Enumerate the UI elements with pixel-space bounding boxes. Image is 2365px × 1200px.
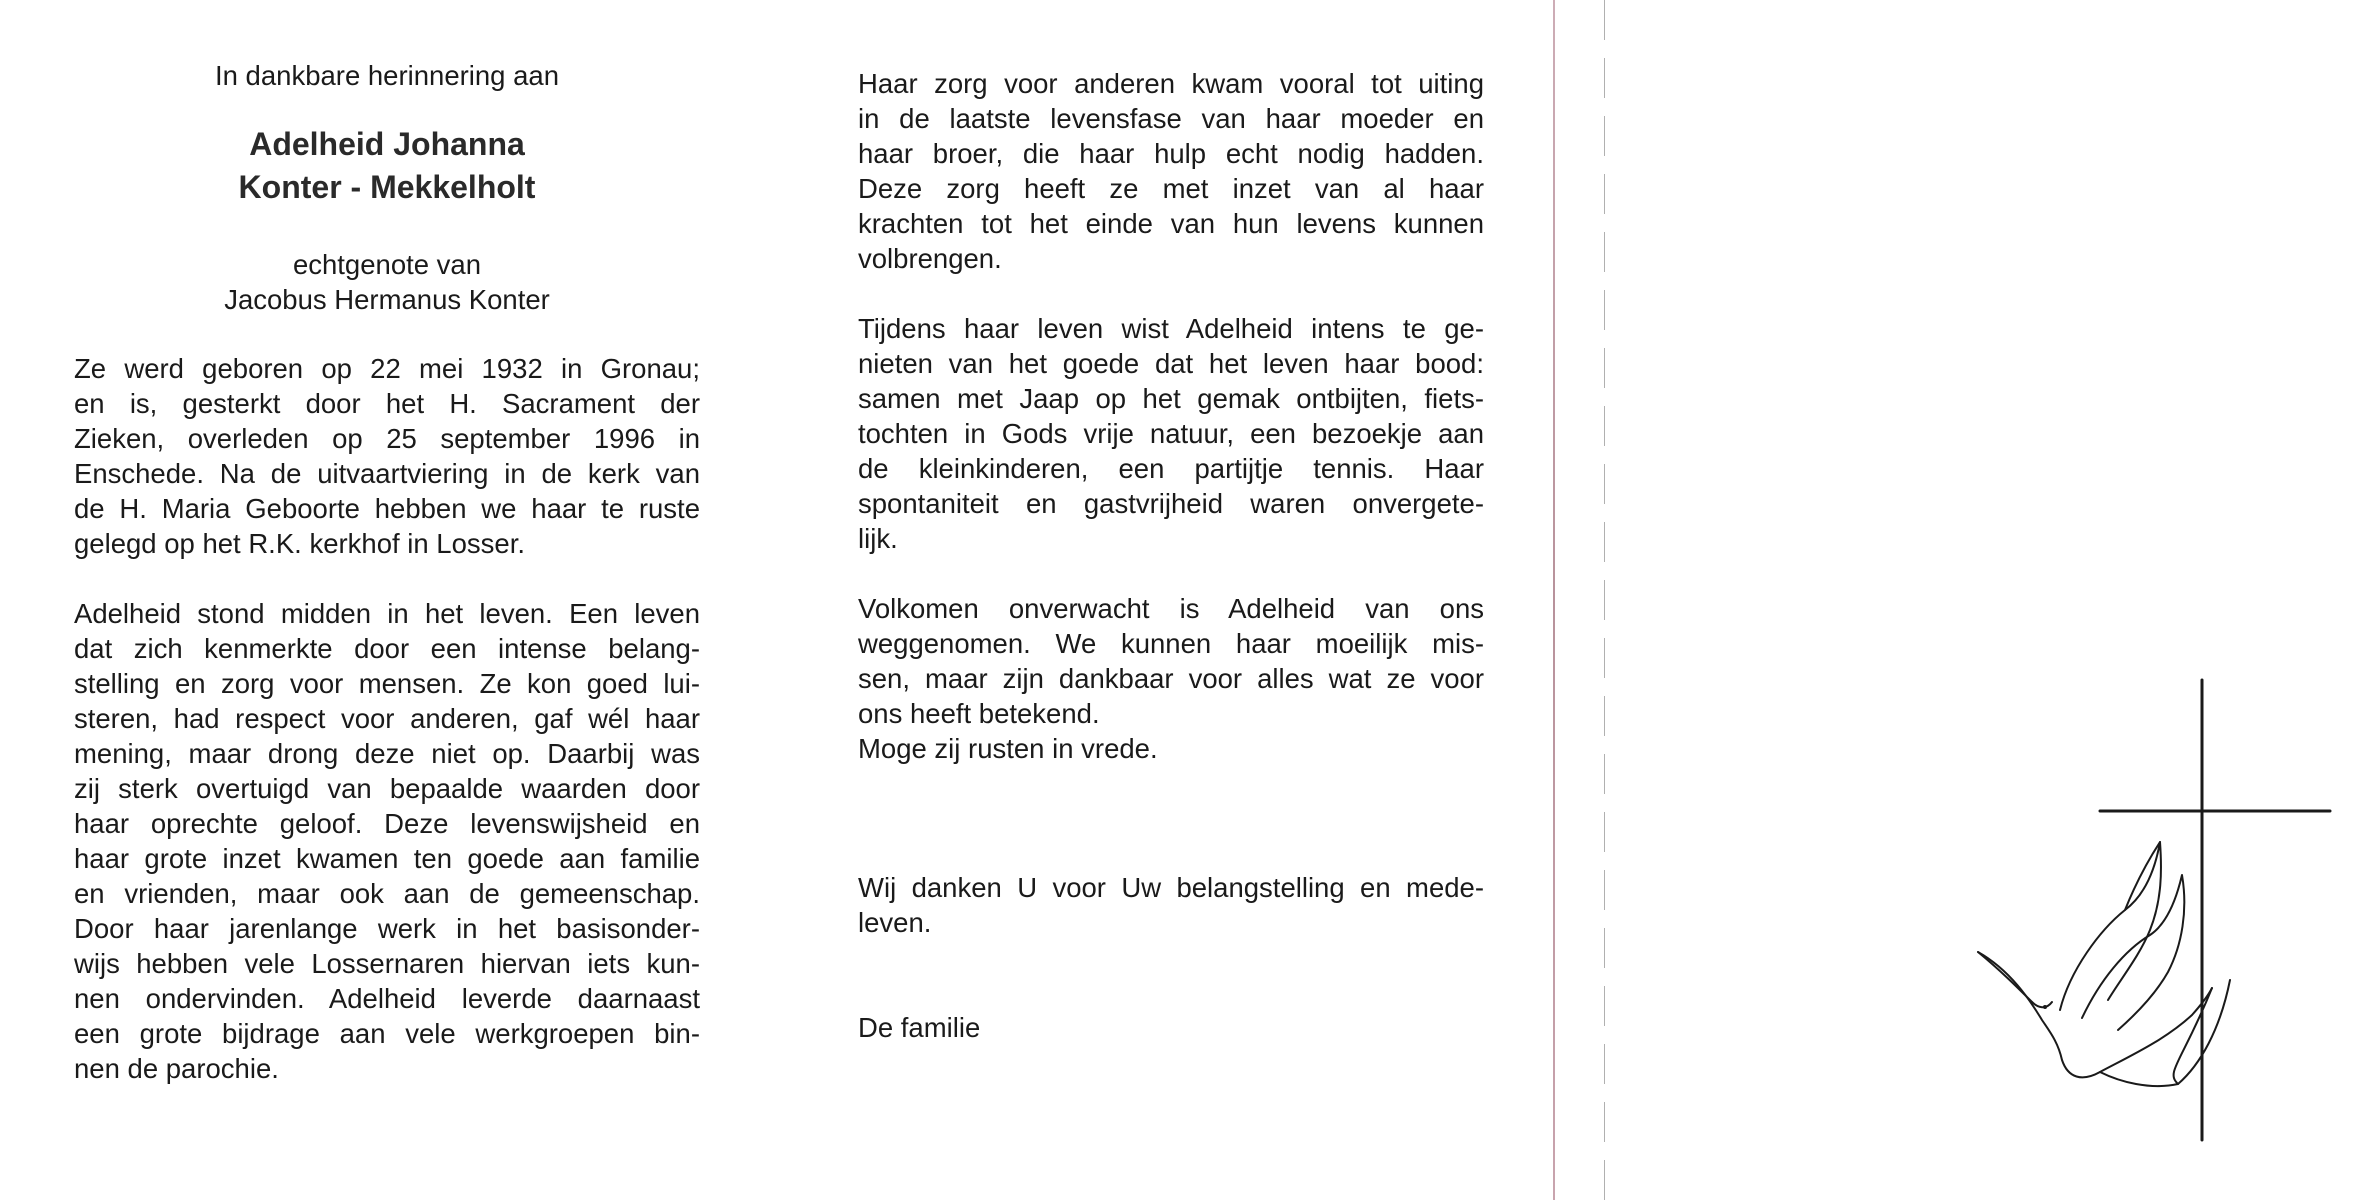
text-line: gelegd op het R.K. kerkhof in Losser. — [74, 528, 525, 559]
spouse-name: Jacobus Hermanus Konter — [224, 284, 550, 315]
text-line: Wij danken U voor Uw belangstelling en mede- — [858, 872, 1484, 903]
text-line: en vrienden, maar ook aan de gemeenschap. — [74, 878, 700, 909]
text-line: Enschede. Na de uitvaartviering in de kerk van — [74, 458, 700, 489]
text-line: lijk. — [858, 523, 898, 554]
text-line: dat zich kenmerkte door een intense belang- — [74, 633, 700, 664]
text-line: Moge zij rusten in vrede. — [858, 733, 1158, 764]
text-line: de H. Maria Geboorte hebben we haar te ruste — [74, 493, 700, 524]
deceased-name — [74, 123, 700, 209]
text-line: nen de parochie. — [74, 1053, 279, 1084]
text-line: een grote bijdrage aan vele werkgroepen bin- — [74, 1018, 700, 1049]
text-line: Tijdens haar leven wist Adelheid intens te ge- — [858, 313, 1484, 344]
text-line: krachten tot het einde van hun levens kunnen — [858, 208, 1484, 239]
text-line: Deze zorg heeft ze met inzet van al haar — [858, 173, 1484, 204]
text-line: haar broer, die haar hulp echt nodig hadden. — [858, 138, 1484, 169]
text-line: stelling en zorg voor mensen. Ze kon goed lui- — [74, 668, 700, 699]
spouse-block — [74, 247, 700, 317]
text-line: volbrengen. — [858, 243, 1002, 274]
text-line: Haar zorg voor anderen kwam vooral tot uiting — [858, 68, 1484, 99]
paragraph-life — [74, 596, 700, 1086]
fold-line — [1553, 0, 1555, 1200]
text-line: leven. — [858, 907, 932, 938]
paragraph-thanks — [858, 870, 1484, 940]
name-line-1: Adelheid Johanna — [249, 126, 525, 162]
spouse-label: echtgenote van — [292, 249, 482, 280]
text-line: weggenomen. We kunnen haar moeilijk mis- — [858, 628, 1484, 659]
text-line: de kleinkinderen, een partijtje tennis. Haar — [858, 453, 1484, 484]
text-line: sen, maar zijn dankbaar voor alles wat ze voor — [858, 663, 1484, 694]
text-line: zij sterk overtuigd van bepaalde waarden door — [74, 773, 700, 804]
text-line: Ze werd geboren op 22 mei 1932 in Gronau; — [74, 353, 700, 384]
text-line: nen ondervinden. Adelheid leverde daarnaast — [74, 983, 700, 1014]
paragraph-enjoyment — [858, 311, 1484, 556]
text-line: wijs hebben vele Lossernaren hiervan iets kun- — [74, 948, 700, 979]
text-line: tochten in Gods vrije natuur, een bezoekje aan — [858, 418, 1484, 449]
name-line-2: Konter - Mekkelholt — [238, 169, 536, 205]
text-line: mening, maar drong deze niet op. Daarbij was — [74, 738, 700, 769]
text-line: ons heeft betekend. — [858, 698, 1100, 729]
middle-column — [858, 66, 1484, 1045]
left-column — [74, 58, 700, 1121]
text-line: en is, gesterkt door het H. Sacrament der — [74, 388, 700, 419]
intro-text: In dankbare herinnering aan — [214, 60, 559, 91]
text-line: in de laatste levensfase van haar moeder en — [858, 103, 1484, 134]
text-line: nieten van het goede dat het leven haar bood: — [858, 348, 1484, 379]
text-line: Adelheid stond midden in het leven. Een leven — [74, 598, 700, 629]
signature: De familie — [858, 1012, 981, 1043]
text-line: Zieken, overleden op 25 september 1996 in — [74, 423, 700, 454]
fold-line-dashed — [1604, 0, 1605, 1200]
paragraph-farewell — [858, 591, 1484, 766]
paragraph-care — [858, 66, 1484, 276]
text-line: steren, had respect voor anderen, gaf wél haar — [74, 703, 700, 734]
cross-with-dove-icon — [1950, 670, 2350, 1170]
text-line: haar grote inzet kwamen ten goede aan familie — [74, 843, 700, 874]
text-line: spontaniteit en gastvrijheid waren onvergete- — [858, 488, 1484, 519]
text-line: Door haar jarenlange werk in het basisonder- — [74, 913, 700, 944]
text-line: samen met Jaap op het gemak ontbijten, fiets- — [858, 383, 1484, 414]
text-line: haar oprechte geloof. Deze levenswijsheid en — [74, 808, 700, 839]
paragraph-birth-death — [74, 351, 700, 561]
text-line: Volkomen onverwacht is Adelheid van ons — [858, 593, 1484, 624]
